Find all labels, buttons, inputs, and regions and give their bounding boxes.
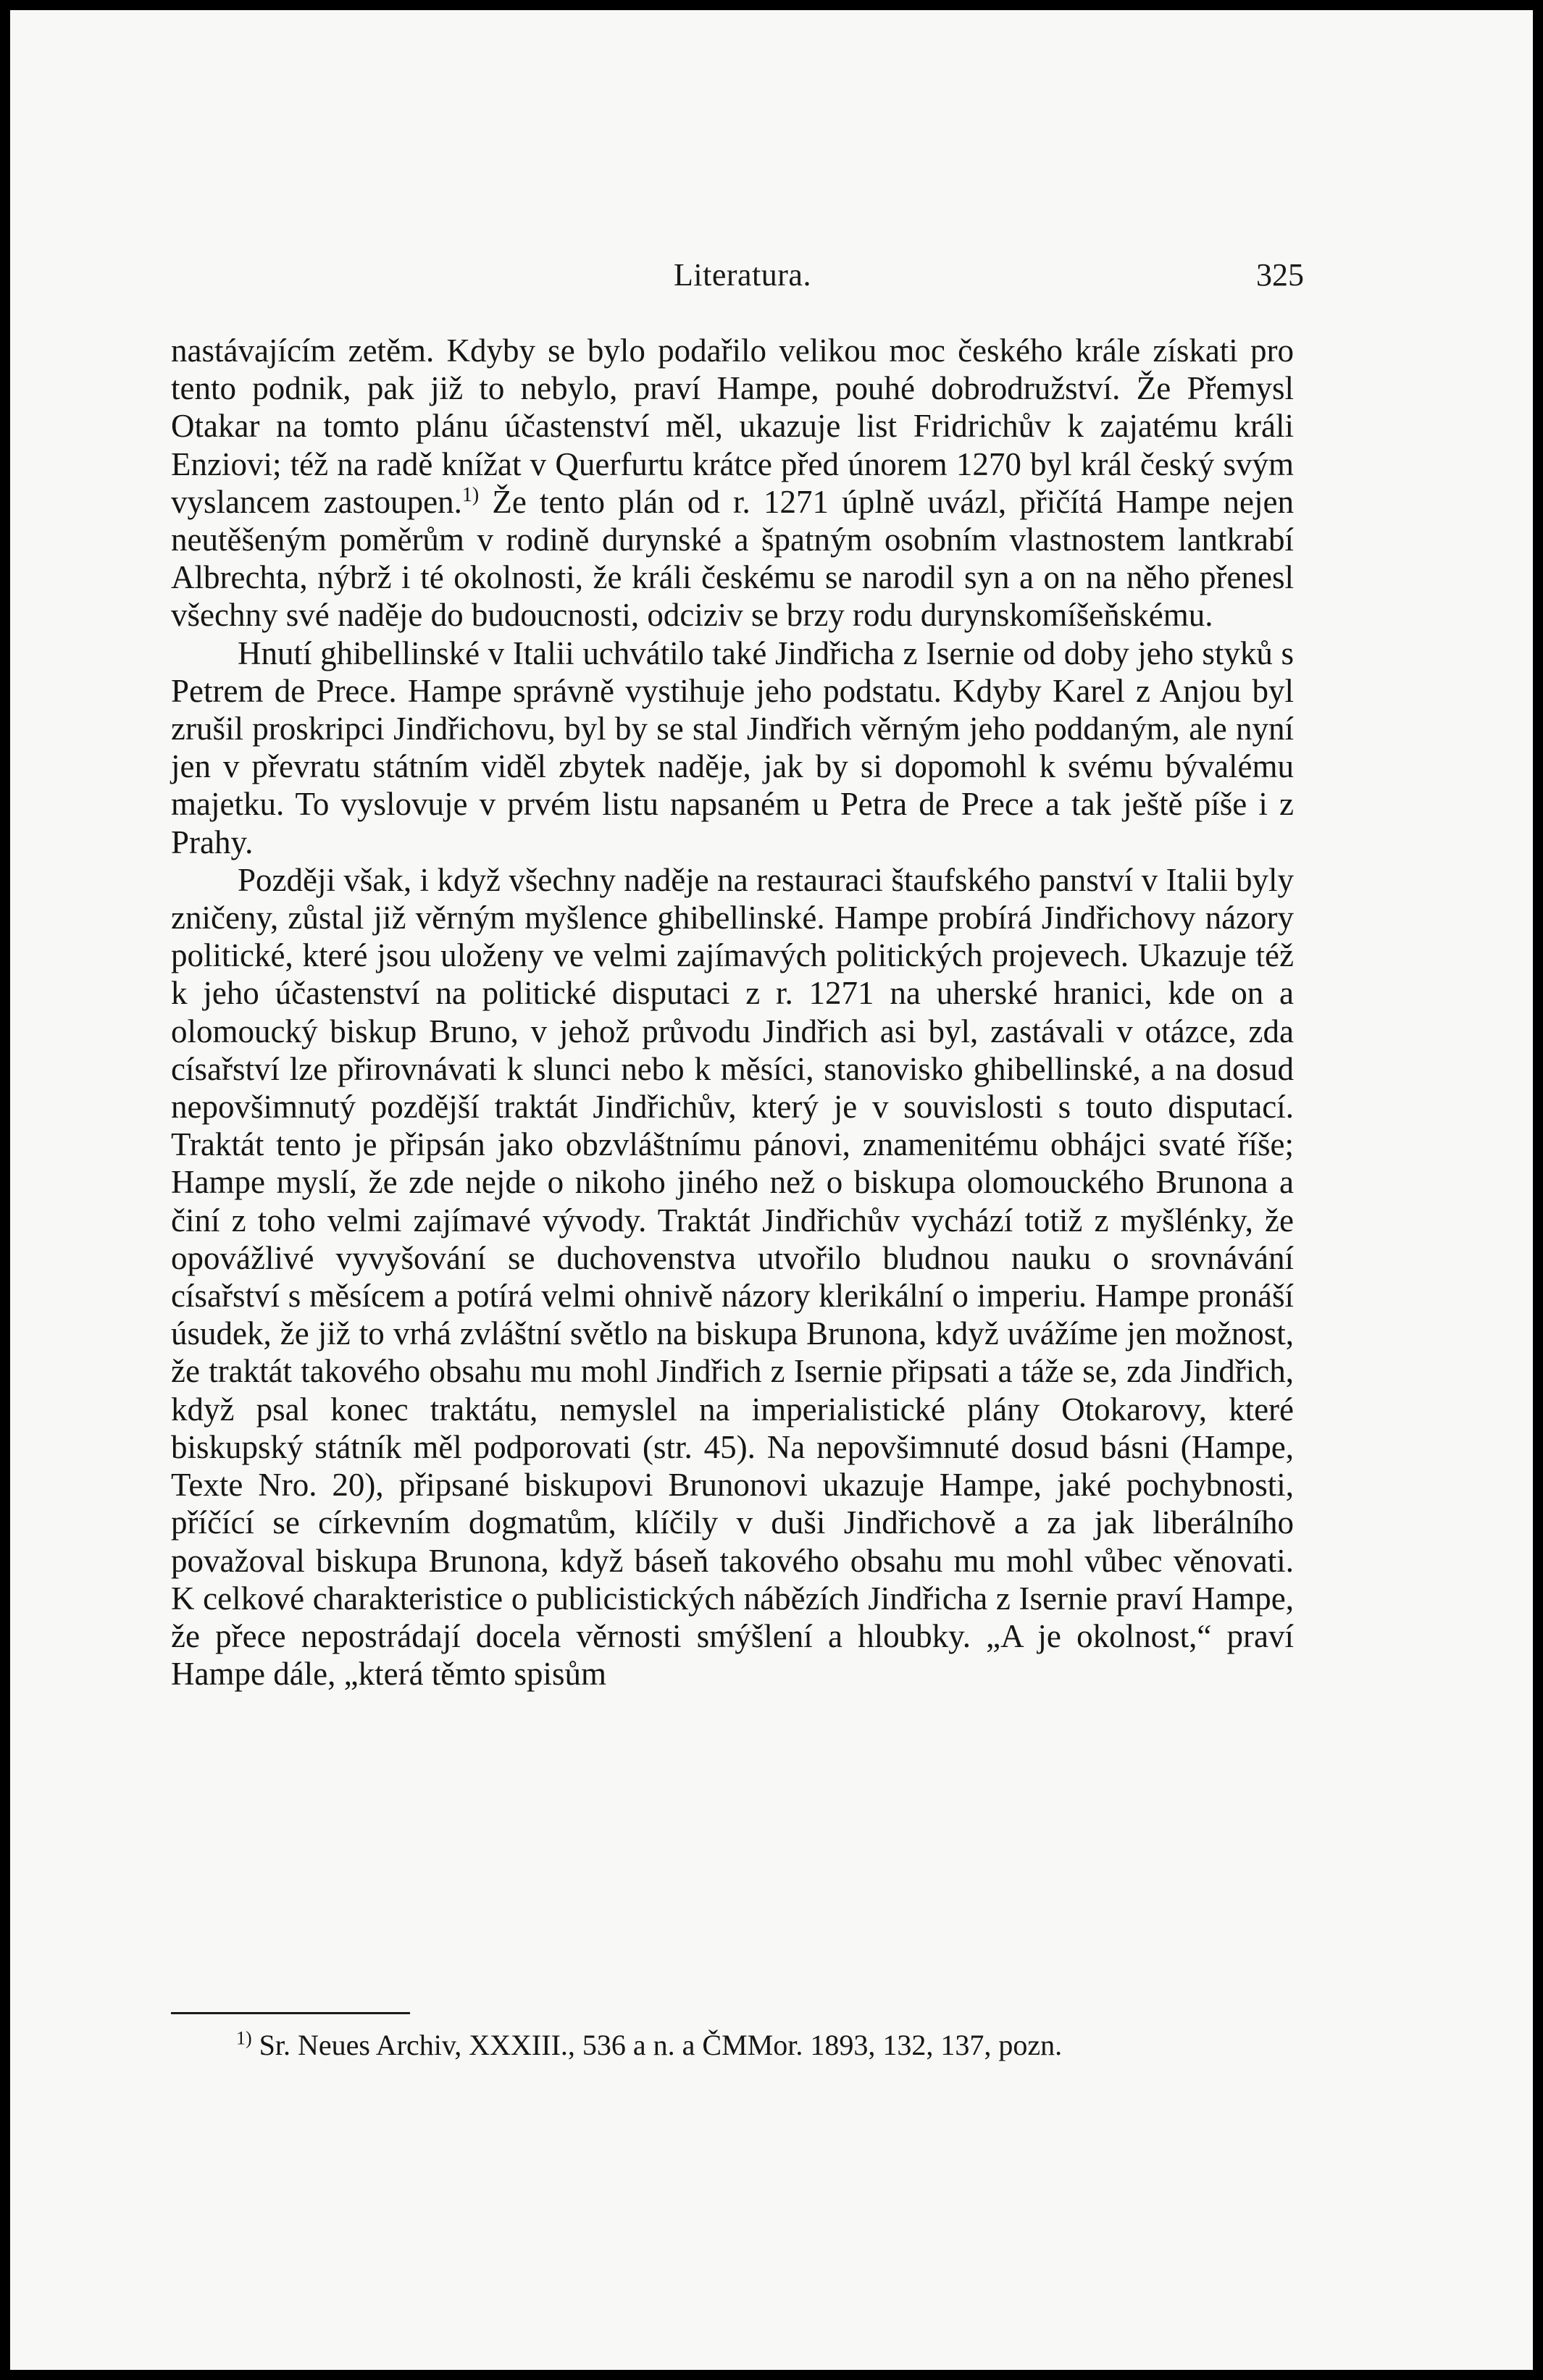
paragraph-3: Později však, i když všechny naděje na restauraci štaufského panství v Italii byly zničeny, zůstal již věrným myšlence ghibellinské. Hampe probírá Jindřichovy názory politické, které jsou uloženy ve velmi zajímavých politických projevech. Ukazuje též k jeho účastenství na politické disputaci z r. 1271 na uherské hranici, kde on a olomoucký biskup Bruno, v jehož průvodu Jindřich asi byl, zastávali v otázce, zda císařství lze přirovnávati k slunci nebo k měsíci, stanovisko ghibellinské, a na dosud nepovšimnutý pozdější traktát Jindřichův, který je v souvislosti s touto disputací. Traktát tento je připsán jako obzvláštnímu pánovi, znamenitému obhájci svaté říše; Hampe myslí, že zde nejde o nikoho jiného než o biskupa olomouckého Brunona a činí z toho velmi zajímavé vývody. Traktát Jindřichův vychází totiž z myšlénky, že opovážlivé vyvyšování se duchovenstva utvořilo bludnou nauku o srovnávání císařství s měsícem a potírá velmi ohnivě názory klerikální o imperiu. Hampe pronáší úsudek, že již to vrhá zvláštní světlo na biskupa Brunona, když uvážíme jen možnost, že traktát takového obsahu mu mohl Jindřich z Isernie připsati a táže se, zda Jindřich, když psal konec traktátu, nemyslel na imperialistické plány Otokarovy, které biskupský státník měl podporovati (str. 45). Na nepovšimnuté dosud básni (Hampe, Texte Nro. 20), připsané biskupovi Brunonovi ukazuje Hampe, jaké pochybnosti, příčící se církevním dogmatům, klíčily v duši Jindřichově a za jak liberálního považoval biskupa Brunona, když báseň takového obsahu mu mohl vůbec věnovati. K celkové charakteristice o publicistických nábězích Jindřicha z Isernie praví Hampe, že přece nepostrádají docela věrnosti smýšlení a hloubky. „A je okolnost,“ praví Hampe dále, „která těmto spisům (171, 861, 1294, 1693)
paragraph-1-text-continued: Že tento plán od r. 1271 úplně uvázl, přičítá Hampe nejen neutěšeným poměrům v rodině durynské a špatným osobním vlastnostem lantkrabí Albrechta, nýbrž i té okolnosti, že králi českému se narodil syn a on na něho přenesl všechny své naděje do budoucnosti, odciziv se brzy rodu durynskomíšeňskému. (171, 483, 1294, 634)
footnote-text: Sr. Neues Archiv, XXXIII., 536 a n. a ČMMor. 1893, 132, 137, pozn. (259, 2029, 1063, 2061)
footnote-reference[interactable]: 1) (461, 483, 480, 506)
page-number: 325 (1256, 257, 1304, 293)
paragraph-2: Hnutí ghibellinské v Italii uchvátilo také Jindřicha z Isernie od doby jeho styků s Petrem de Prece. Hampe správně vystihuje jeho podstatu. Kdyby Karel z Anjou byl zrušil proskripci Jindřichovu, byl by se stal Jindřich věrným jeho poddaným, ale nyní jen v převratu státním viděl zbytek naděje, jak by si dopomohl k svému bývalému majetku. To vyslovuje v prvém listu napsaném u Petra de Prece a tak ještě píše i z Prahy. (171, 634, 1294, 860)
footnote-mark: 1) (236, 2027, 252, 2049)
paragraph-1 (171, 332, 1294, 634)
running-title: Literatura. (674, 257, 811, 293)
paragraph-1-text: nastávajícím zetěm. Kdyby se bylo podařilo velikou moc českého krále získati pro tento podnik, pak již to nebylo, praví Hampe, pouhé dobrodružství. Že Přemysl Otakar na tomto plánu účastenství měl, ukazuje list Fridrichův k zajatému králi Enziovi; též na radě knížat v Querfurtu krátce před únorem 1270 byl král český svým vyslancem zastoupen. (171, 332, 1294, 520)
body-text (171, 332, 1294, 1693)
running-head (181, 256, 1304, 300)
footnote-divider (171, 2012, 410, 2014)
footnote-1 (236, 2027, 1294, 2064)
